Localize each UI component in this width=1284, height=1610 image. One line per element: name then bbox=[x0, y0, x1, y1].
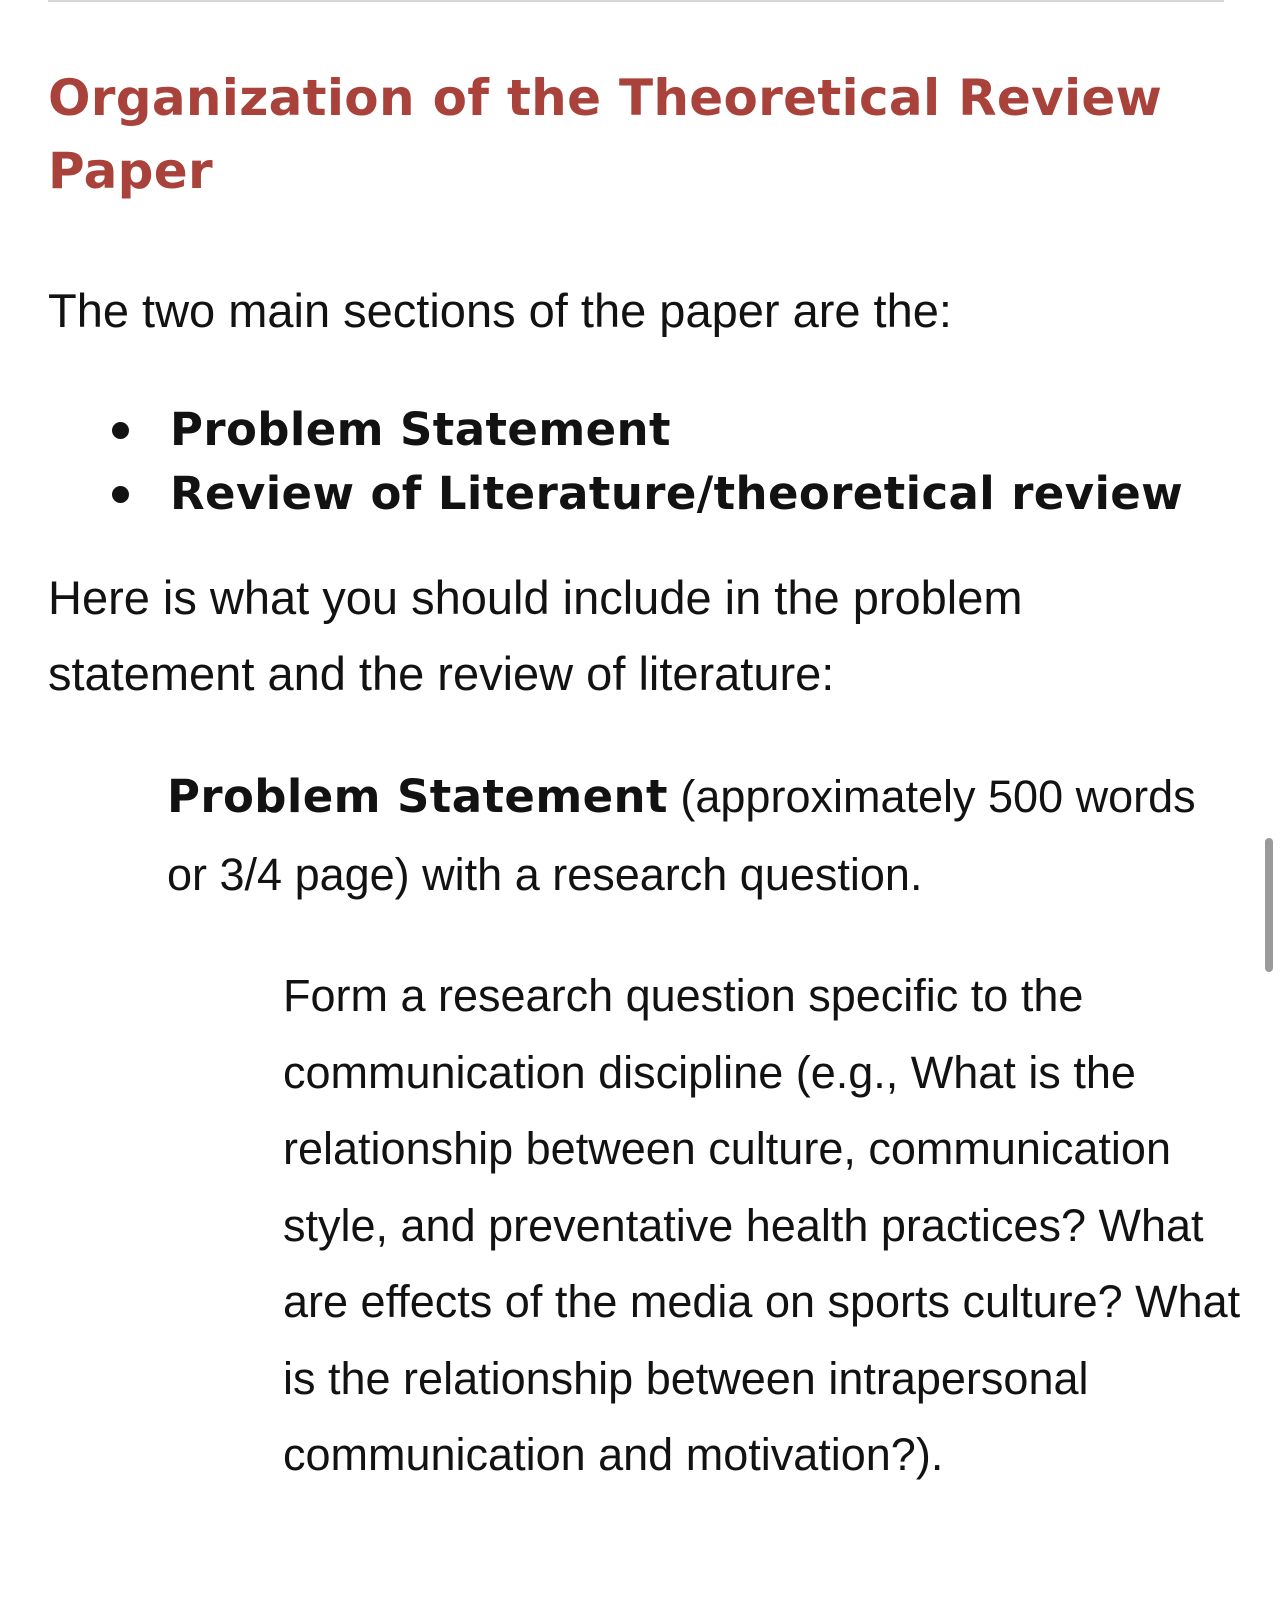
vertical-scrollbar[interactable] bbox=[1265, 838, 1273, 972]
list-item bbox=[110, 462, 1240, 526]
list-item bbox=[110, 398, 1240, 462]
main-sections-list bbox=[110, 398, 1240, 526]
page-title: Organization of the Theoretical Review Paper bbox=[48, 69, 1163, 200]
intro-paragraph: The two main sections of the paper are the: bbox=[48, 284, 952, 337]
research-question-guidance: Form a research question specific to the communication discipline (e.g., What is the relationship between culture, communication style, and preventative health practices? What are effects of the media on sports culture? What is the relationship between intrapersonal communication and motivation?). bbox=[283, 970, 1241, 1480]
problem-statement-description: (approximately 500 words or 3/4 page) with a research question. bbox=[167, 771, 1196, 900]
include-paragraph: Here is what you should include in the problem statement and the review of literature: bbox=[48, 571, 1023, 700]
section-problem-statement: Problem Statement bbox=[170, 403, 671, 456]
problem-statement-paragraph bbox=[167, 758, 1227, 914]
problem-statement-label: Problem Statement bbox=[167, 770, 668, 823]
bullet-icon bbox=[112, 486, 129, 503]
section-review-of-literature: Review of Literature/theoretical review bbox=[170, 467, 1184, 520]
bullet-icon bbox=[112, 422, 129, 439]
top-divider bbox=[48, 0, 1224, 2]
